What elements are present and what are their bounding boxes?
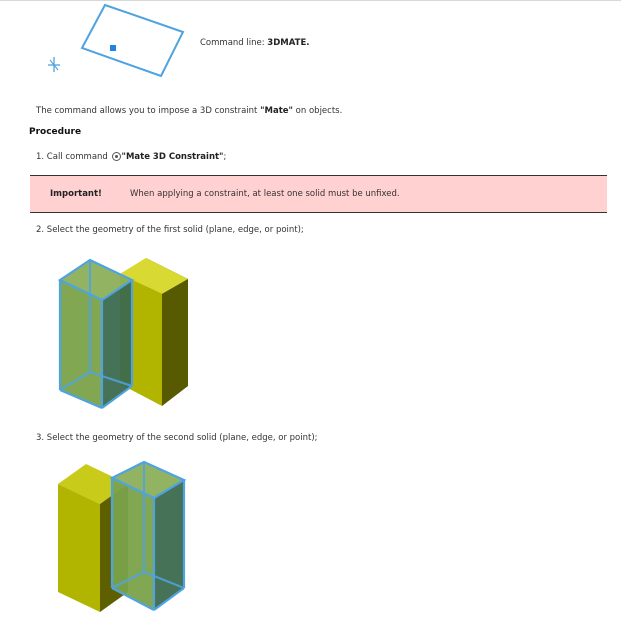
command-line-value: 3DMATE.: [267, 38, 310, 48]
important-note: [30, 175, 607, 213]
intro-suffix: on objects.: [292, 106, 343, 116]
procedure-heading: Procedure: [29, 127, 82, 137]
intro-text: [36, 106, 342, 116]
mate-constraint-icon[interactable]: [112, 152, 121, 161]
second-solid-selected: [112, 462, 184, 610]
step-1-command-link[interactable]: "Mate 3D Constraint": [121, 152, 224, 162]
important-text: When applying a constraint, at least one solid must be unfixed.: [130, 189, 400, 199]
first-solid-selected-figure: [50, 254, 192, 414]
plane-rectangle-icon: [38, 2, 188, 82]
top-divider: [0, 0, 621, 1]
intro-prefix: The command allows you to impose a 3D constraint: [36, 106, 261, 116]
intro-constraint-name: "Mate": [260, 106, 293, 116]
step-3: 3. Select the geometry of the second solid (plane, edge, or point);: [36, 433, 318, 443]
grip-handle: [110, 45, 116, 51]
step-1-suffix: ;: [223, 152, 227, 162]
second-solid-selected-figure: [50, 458, 192, 618]
axis-cross-icon: [48, 57, 60, 72]
important-label: Important!: [50, 189, 102, 199]
command-line: [200, 38, 309, 48]
step-2: 2. Select the geometry of the first solid (plane, edge, or point);: [36, 225, 304, 235]
first-solid-selected: [60, 260, 132, 408]
command-line-label: Command line:: [200, 38, 265, 48]
step-1: [36, 152, 226, 162]
step-1-prefix: 1. Call command: [36, 152, 111, 162]
